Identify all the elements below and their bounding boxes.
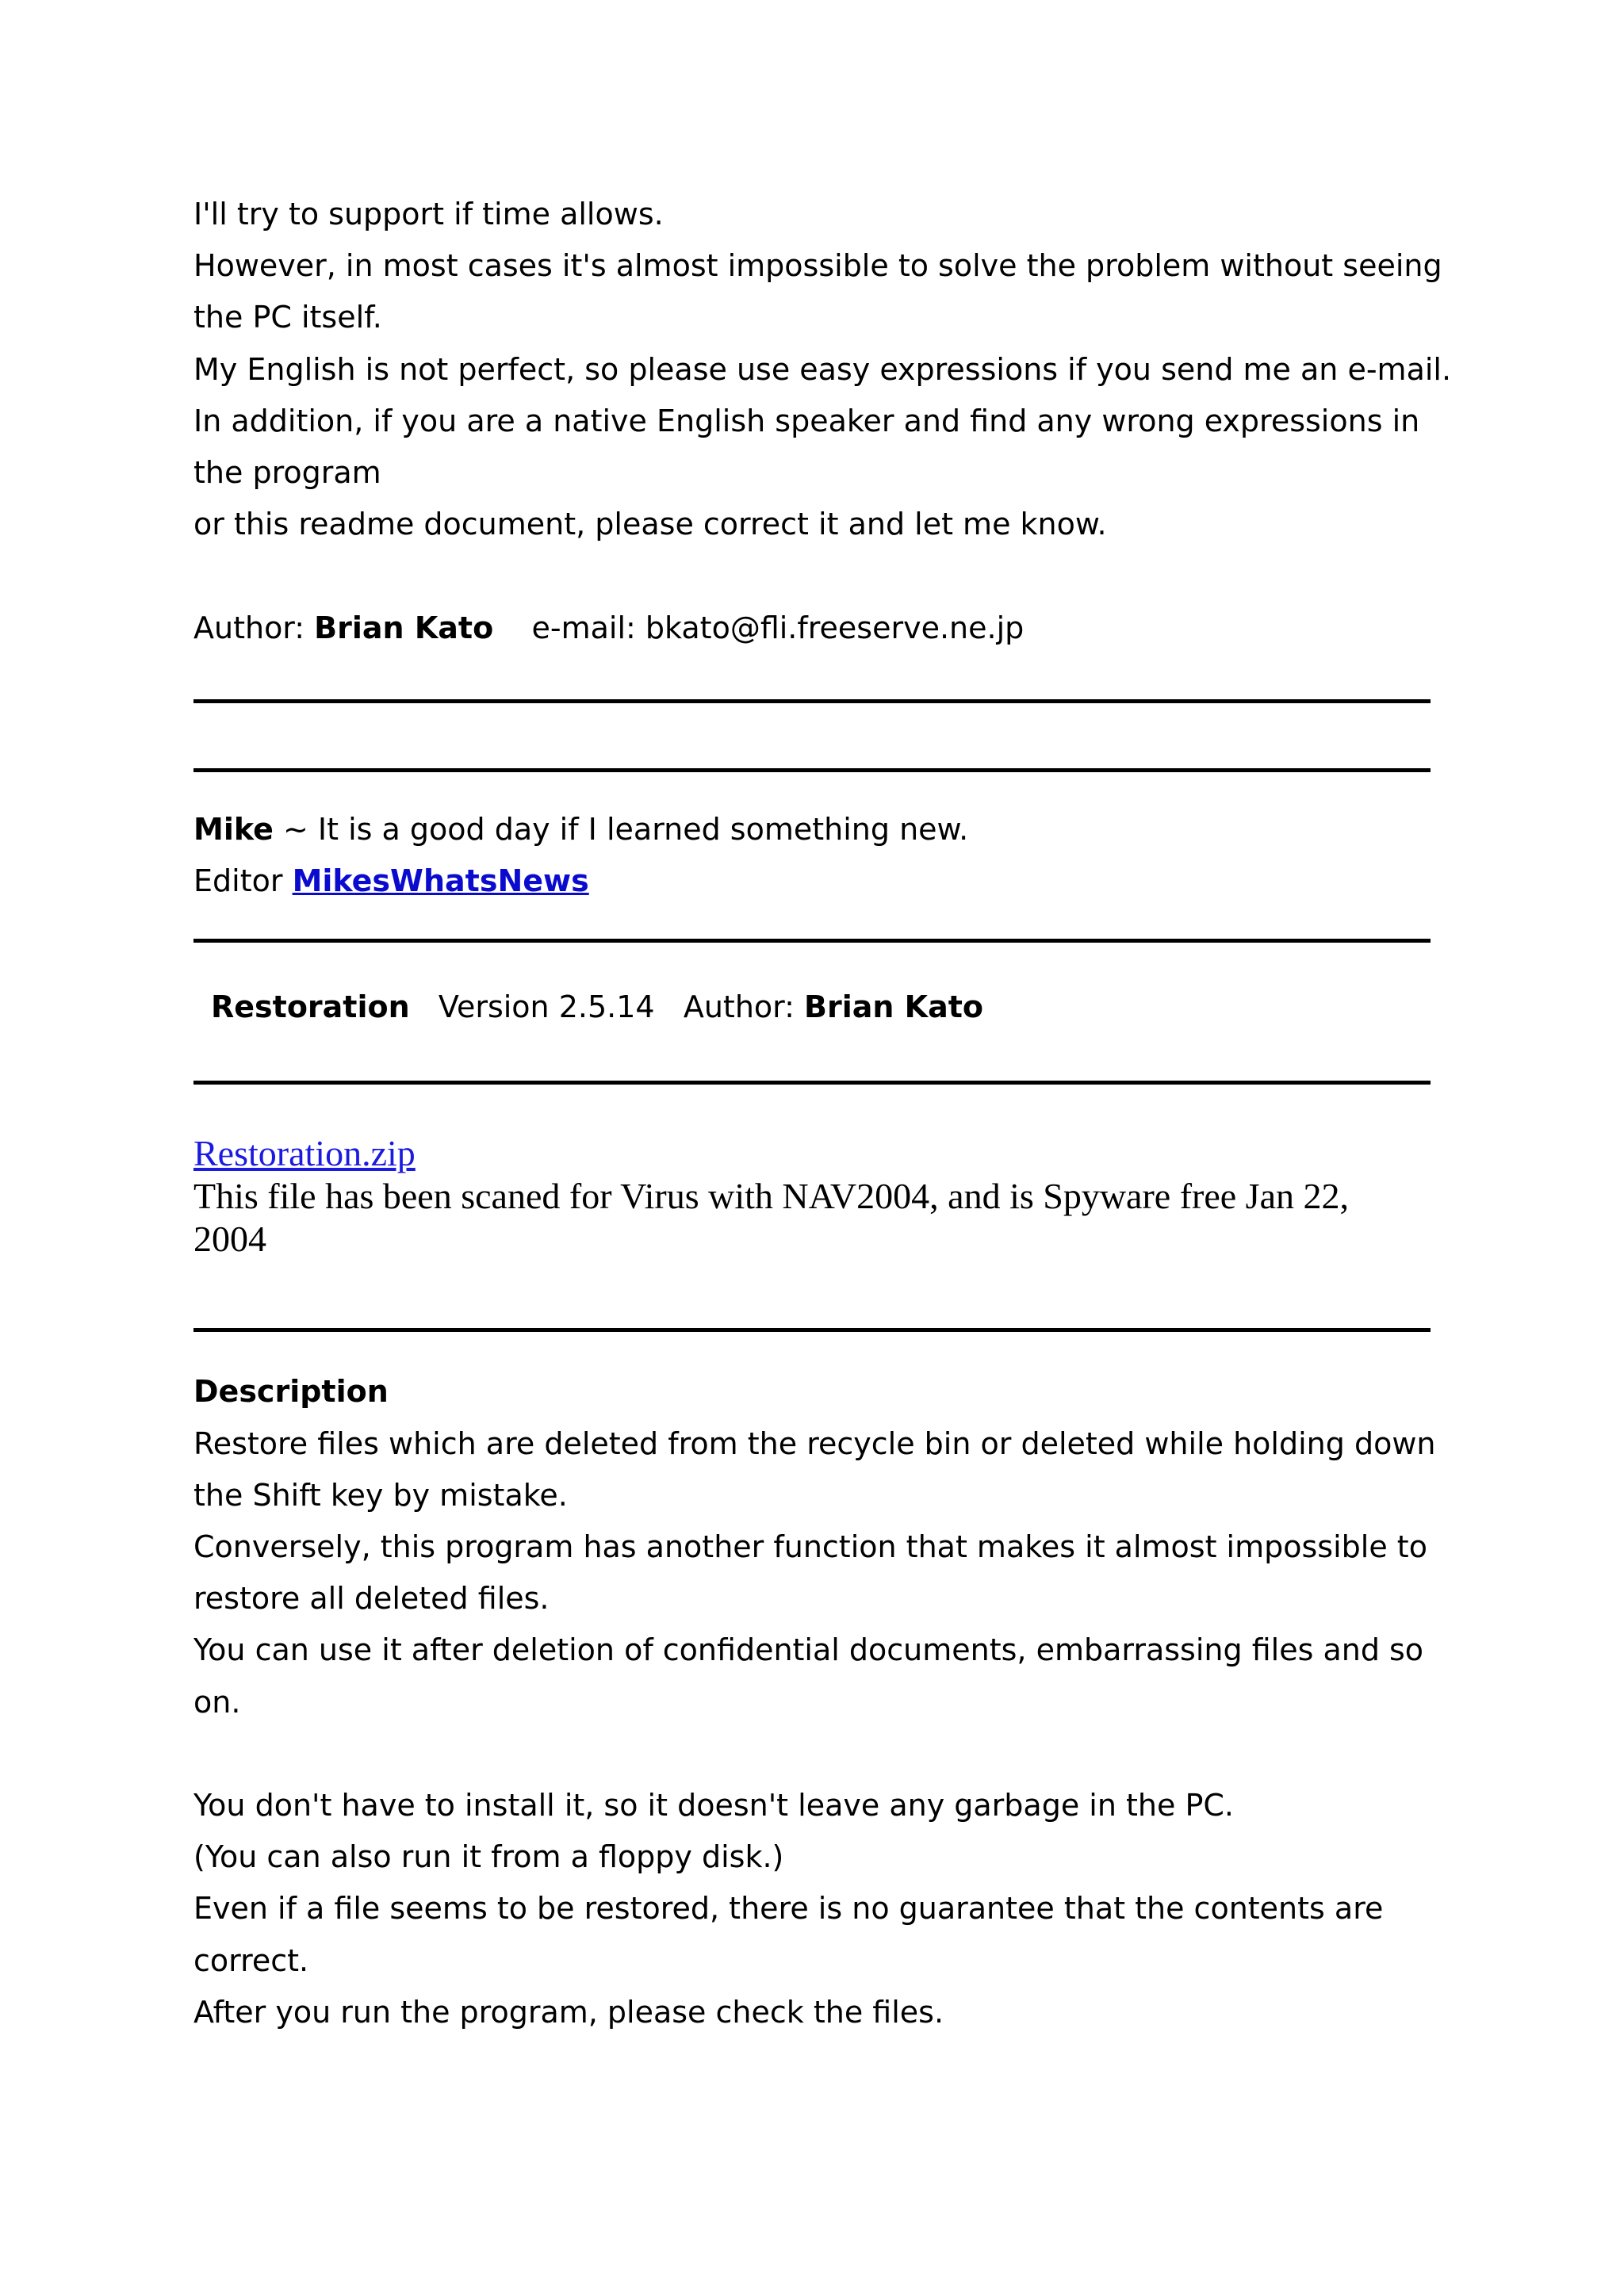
download-link-line: [193, 1132, 1431, 1175]
author-email: bkato@fli.freeserve.ne.jp: [645, 610, 1025, 645]
description-line: Even if a file seems to be restored, there is no guarantee that the contents are: [193, 1891, 1384, 1927]
intro-line: In addition, if you are a native English speaker and find any wrong expressions in: [193, 403, 1420, 438]
intro-line: I'll try to support if time allows.: [193, 197, 664, 232]
intro-paragraph: [193, 189, 1452, 654]
description-line: You can use it after deletion of confidential documents, embarrassing files and so: [193, 1632, 1424, 1668]
scan-note-line: 2004: [193, 1219, 266, 1260]
description-line: restore all deleted files.: [193, 1581, 550, 1617]
intro-line: My English is not perfect, so please use easy expressions if you send me an e-mail.: [193, 351, 1452, 387]
author-label: Author:: [193, 610, 305, 645]
program-name: Restoration: [211, 989, 410, 1025]
author-line: [193, 603, 1431, 654]
editor-line: [193, 855, 1431, 907]
description-line: Conversely, this program has another function that makes it almost impossible to: [193, 1529, 1427, 1565]
restoration-zip-link[interactable]: Restoration.zip: [193, 1133, 416, 1174]
scan-note-line: This file has been scaned for Virus with NAV2004, and is Spyware free Jan 22,: [193, 1176, 1349, 1217]
document-content: [193, 189, 1452, 2038]
description-line: on.: [193, 1684, 241, 1720]
download-section: [193, 1132, 1431, 1261]
intro-line: the program: [193, 455, 381, 491]
program-version: Version 2.5.14: [438, 989, 655, 1025]
description-line: correct.: [193, 1942, 309, 1978]
description-line: (You can also run it from a floppy disk.): [193, 1839, 784, 1875]
intro-line: However, in most cases it's almost impossible to solve the problem without seeing: [193, 248, 1442, 284]
intro-line: the PC itself.: [193, 300, 382, 335]
description-line: You don't have to install it, so it doesn't leave any garbage in the PC.: [193, 1788, 1234, 1823]
description-line: Restore files which are deleted from the recycle bin or deleted while holding down: [193, 1425, 1436, 1461]
blank-line: [193, 1728, 1431, 1780]
program-author: Brian Kato: [804, 989, 984, 1025]
program-author-label: Author:: [683, 989, 795, 1025]
blank-line: [193, 550, 1431, 602]
intro-line: or this readme document, please correct it and let me know.: [193, 507, 1107, 542]
author-name: Brian Kato: [314, 610, 494, 645]
editor-label: Editor: [193, 863, 283, 899]
description-line: After you run the program, please check the files.: [193, 1994, 944, 2030]
signature-block: [193, 804, 1431, 907]
signature-name: Mike: [193, 811, 274, 847]
mikeswhatsnews-link[interactable]: MikesWhatsNews: [292, 863, 589, 899]
email-label: e-mail:: [531, 610, 636, 645]
signature-tagline: ~ It is a good day if I learned something new.: [282, 811, 969, 847]
program-info-line: [193, 982, 1431, 1033]
description-line: the Shift key by mistake.: [193, 1477, 568, 1513]
signature-line: [193, 804, 1431, 855]
description-section: [193, 1366, 1436, 2038]
description-heading: Description: [193, 1374, 389, 1410]
